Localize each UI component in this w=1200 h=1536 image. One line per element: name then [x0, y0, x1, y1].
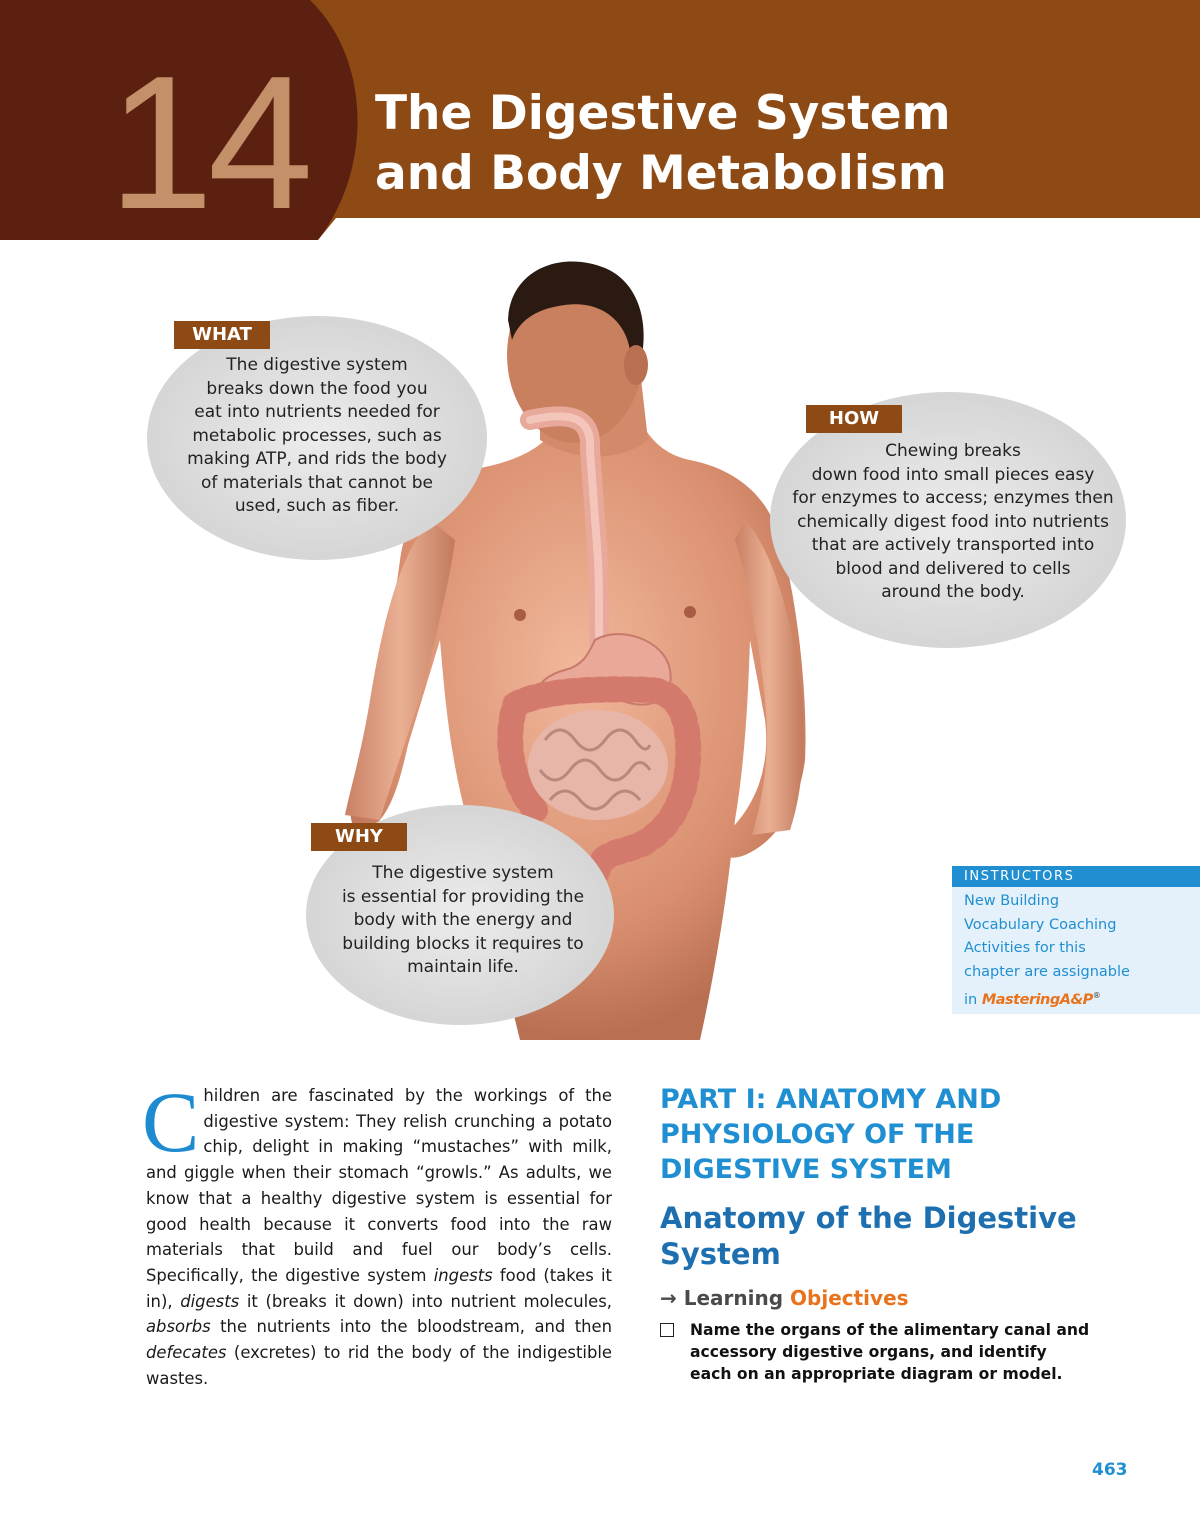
- how-line: blood and delivered to cells: [835, 558, 1071, 579]
- why-tag: WHY: [311, 823, 407, 851]
- intro-text: food (takes it in),: [146, 1265, 612, 1311]
- instructors-box: [952, 866, 1200, 1014]
- intro-paragraph: [142, 1074, 612, 1391]
- what-line: metabolic processes, such as: [192, 425, 442, 446]
- chapter-title-line2: and Body Metabolism: [375, 146, 947, 201]
- mastering-brand: Mastering: [981, 991, 1060, 1008]
- instructors-line[interactable]: chapter are assignable: [964, 964, 1130, 980]
- drop-cap: C: [142, 1074, 200, 1170]
- why-line: is essential for providing the: [341, 886, 585, 907]
- how-line: around the body.: [881, 582, 1025, 602]
- what-line: eat into nutrients needed for: [194, 402, 440, 422]
- why-text: [318, 862, 608, 980]
- term-digests: digests: [180, 1291, 240, 1311]
- intro-text: (excretes) to rid the body of the indigestible wastes.: [146, 1343, 612, 1388]
- what-line: breaks down the food you: [206, 378, 428, 399]
- how-line: that are actively transported into: [811, 535, 1095, 555]
- learning-objectives-heading: [660, 1284, 909, 1312]
- instructors-line[interactable]: New Building: [964, 893, 1060, 909]
- intro-text: hildren are fascinated by the workings of the digestive system: They relish crunching a potato chip, delight in making “mustaches” with milk, and giggle when their stomach “growls.” As adults, we know that a healthy digestive system is essential for good health because it converts food into the raw materials that build and fuel our body’s cells. Specifically, the digestive system: [146, 1086, 612, 1285]
- registered-mark: ®: [1092, 991, 1101, 1000]
- intro-text: the nutrients into the bloodstream, and then: [210, 1317, 612, 1337]
- what-line: The digestive system: [226, 355, 408, 375]
- term-absorbs: absorbs: [146, 1317, 211, 1337]
- how-line: chemically digest food into nutrients: [797, 511, 1109, 532]
- part-heading: PART I: ANATOMY AND PHYSIOLOGY OF THE DIGESTIVE SYSTEM: [660, 1084, 1002, 1185]
- chapter-title-line1: The Digestive System: [375, 86, 951, 141]
- instructors-line[interactable]: Activities for this: [964, 940, 1086, 956]
- what-line: of materials that cannot be: [201, 472, 433, 493]
- why-line: maintain life.: [407, 957, 519, 977]
- why-line: building blocks it requires to: [342, 933, 584, 954]
- term-defecates: defecates: [146, 1343, 227, 1363]
- chapter-title: [375, 84, 951, 204]
- what-line: making ATP, and rids the body: [187, 449, 447, 469]
- instructors-in: in: [964, 991, 978, 1008]
- arrow-right-icon: →: [660, 1286, 677, 1310]
- how-text: [778, 440, 1128, 605]
- what-text: [160, 354, 474, 519]
- what-tag: WHAT: [174, 321, 270, 349]
- how-line: for enzymes to access; enzymes then: [792, 488, 1114, 508]
- ear: [624, 345, 648, 385]
- what-line: used, such as fiber.: [234, 496, 400, 516]
- lo-objectives: Objectives: [790, 1286, 909, 1310]
- how-line: down food into small pieces easy: [811, 464, 1095, 485]
- term-ingests: ingests: [433, 1265, 493, 1285]
- instructors-header: INSTRUCTORS: [952, 866, 1200, 887]
- lo-learning: Learning: [683, 1286, 784, 1310]
- intro-text: it (breaks it down) into nutrient molecules,: [239, 1291, 612, 1311]
- section-heading: Anatomy of the Digestive System: [660, 1201, 1077, 1271]
- how-tag: HOW: [806, 405, 902, 433]
- mastering-suffix: A&P: [1059, 991, 1093, 1008]
- instructors-mastering-line[interactable]: [964, 984, 1101, 1012]
- learning-objective: Name the organs of the alimentary canal and accessory digestive organs, and identify each on an appropriate diagram or model.: [690, 1321, 1090, 1383]
- chapter-number: 14: [108, 37, 308, 249]
- why-line: body with the energy and: [353, 910, 573, 930]
- mastering-logo[interactable]: [982, 992, 1093, 1008]
- why-line: The digestive system: [372, 863, 554, 883]
- objective-checkbox[interactable]: [660, 1323, 674, 1337]
- how-line: Chewing breaks: [885, 441, 1021, 461]
- instructors-line[interactable]: Vocabulary Coaching: [964, 917, 1117, 933]
- page-number: 463: [1092, 1460, 1128, 1480]
